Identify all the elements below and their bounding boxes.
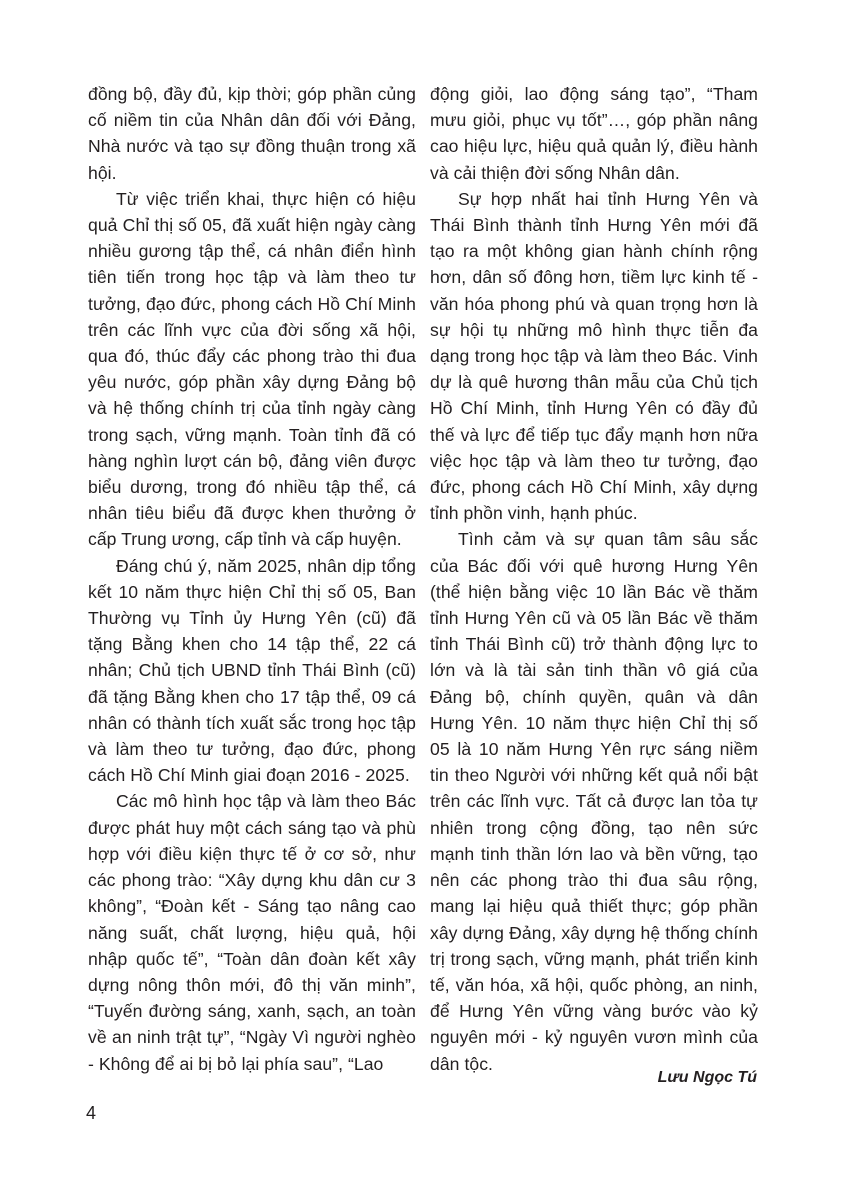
paragraph-continued: đồng bộ, đầy đủ, kịp thời; góp phần củng cố niềm tin của Nhân dân đối với Đảng, Nhà nước và tạo sự đồng thuận trong xã hội.: [88, 84, 416, 183]
paragraph: Đáng chú ý, năm 2025, nhân dịp tổng kết 10 năm thực hiện Chỉ thị số 05, Ban Thường vụ Tỉnh ủy Hưng Yên (cũ) đã tặng Bằng khen cho 14 tập thể, 22 cá nhân; Chủ tịch UBND tỉnh Thái Bình (cũ) đã tặng Bằng khen cho 17 tập thể, 09 cá nhân có thành tích xuất sắc trong học tập và làm theo tư tưởng, đạo đức, phong cách Hồ Chí Minh giai đoạn 2016 - 2025.: [88, 555, 416, 786]
right-column: [430, 81, 758, 1077]
paragraph-continued: động giỏi, lao động sáng tạo”, “Tham mưu giỏi, phục vụ tốt”…, góp phần nâng cao hiệu lực, hiệu quả quản lý, điều hành và cải thiện đời sống Nhân dân.: [430, 84, 758, 183]
paragraph: Từ việc triển khai, thực hiện có hiệu quả Chỉ thị số 05, đã xuất hiện ngày càng nhiều gương tập thể, cá nhân điển hình tiên tiến trong học tập và làm theo tư tưởng, đạo đức, phong cách Hồ Chí Minh trên các lĩnh vực của đời sống xã hội, qua đó, thúc đẩy các phong trào thi đua yêu nước, góp phần xây dựng Đảng bộ và hệ thống chính trị của tỉnh ngày càng trong sạch, vững mạnh. Toàn tỉnh đã có hàng nghìn lượt cán bộ, đảng viên được biểu dương, trong đó nhiều tập thể, cá nhân tiêu biểu đã được khen thưởng ở cấp Trung ương, cấp tỉnh và cấp huyện.: [88, 188, 416, 550]
page-number: 4: [86, 1103, 97, 1123]
paragraph: Tình cảm và sự quan tâm sâu sắc của Bác đối với quê hương Hưng Yên (thể hiện bằng việc 10 lần Bác về thăm tỉnh Hưng Yên cũ và 05 lần Bác về thăm tỉnh Thái Bình cũ) trở thành động lực to lớn và là tài sản tinh thần vô giá của Đảng bộ, chính quyền, quân và dân Hưng Yên. 10 năm thực hiện Chỉ thị số 05 là 10 năm Hưng Yên rực sáng niềm tin theo Người với những kết quả nổi bật trên các lĩnh vực. Tất cả được lan tỏa tự nhiên trong cộng đồng, tạo nên sức mạnh tinh thần lớn lao và bền vững, tạo nên các phong trào thi đua sâu rộng, mang lại hiệu quả thiết thực; góp phần xây dựng Đảng, xây dựng hệ thống chính trị trong sạch, vững mạnh, phát triển kinh tế, văn hóa, xã hội, quốc phòng, an ninh, để Hưng Yên vững vàng bước vào kỷ nguyên mới - kỷ nguyên vươn mình của dân tộc.: [430, 529, 758, 1074]
paragraph: Sự hợp nhất hai tỉnh Hưng Yên và Thái Bình thành tỉnh Hưng Yên mới đã tạo ra một không gian hành chính rộng hơn, dân số đông hơn, tiềm lực kinh tế - văn hóa phong phú và quan trọng hơn là sự hội tụ những mô hình thực tiễn đa dạng trong học tập và làm theo Bác. Vinh dự là quê hương thân mẫu của Chủ tịch Hồ Chí Minh, tỉnh Hưng Yên có đầy đủ thế và lực để tiếp tục đẩy mạnh hơn nữa việc học tập và làm theo tư tưởng, đạo đức, phong cách Hồ Chí Minh, xây dựng tỉnh phồn vinh, hạnh phúc.: [430, 188, 758, 524]
author-signature: Lưu Ngọc Tú: [657, 1069, 757, 1086]
left-column: [88, 81, 416, 1077]
paragraph: Các mô hình học tập và làm theo Bác được phát huy một cách sáng tạo và phù hợp với điều kiện thực tế ở cơ sở, như các phong trào: “Xây dựng khu dân cư 3 không”, “Đoàn kết - Sáng tạo nâng cao năng suất, chất lượng, hiệu quả, hội nhập quốc tế”, “Toàn dân đoàn kết xây dựng nông thôn mới, đô thị văn minh”, “Tuyến đường sáng, xanh, sạch, an toàn về an ninh trật tự”, “Ngày Vì người nghèo - Không để ai bị bỏ lại phía sau”, “Lao: [88, 791, 416, 1074]
